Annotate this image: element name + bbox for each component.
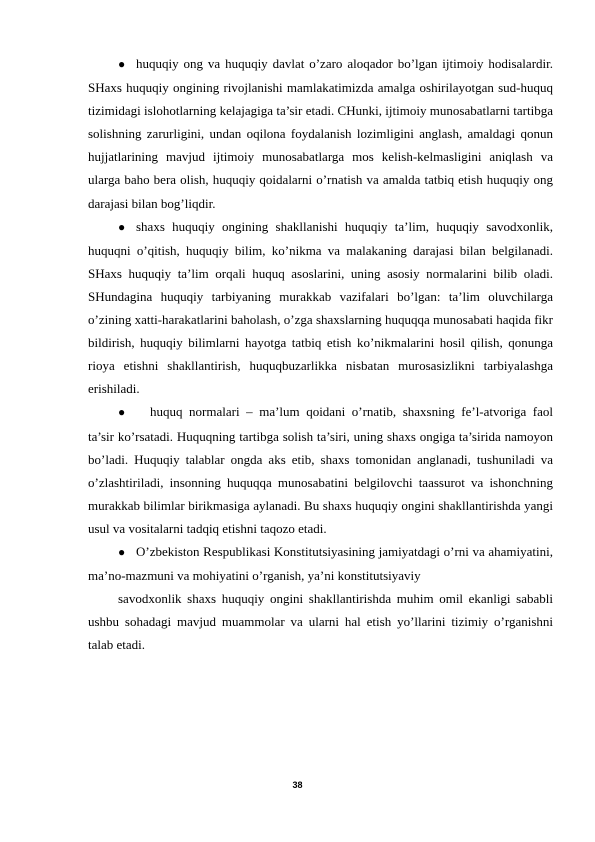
bullet-icon: ●: [118, 219, 126, 234]
bullet-paragraph-4: [88, 540, 553, 587]
paragraph-text: shaxs huquqiy ongining shakllanishi huquqiy ta’lim, huquqiy savodxonlik, huquqni o’qitish, huquqiy bilim, ko’nikma va malakaning darajasi bilan belgilanadi. SHaxs huquqiy ta’lim orqali huquq asoslarini, uning asosiy normalarini bilib oladi. SHundagina huquqiy tarbiyaning murakkab vazifalari bo’lgan: ta’lim oluvchilarga o’zining xatti-harakatlarini baholash, o’zga shaxslarning huquqqa munosabati haqida fikr bildirish, huquqiy bilimlarni hayotga tatbiq etish ko’nikmalarini hosil qilish, qonunga rioya etishni shakllantirish, huquqbuzarlikka nisbatan murosasizlikni tarbiyalashga erishiladi.: [88, 218, 553, 397]
bullet-paragraph-2: [88, 215, 553, 401]
paragraph-text: O’zbekiston Respublikasi Konstitutsiyasining jamiyatdagi o’rni va ahamiyatini, ma’no-mazmuni va mohiyatini o’rganish, ya’ni konstitutsiyaviy: [88, 543, 553, 584]
bullet-icon: ●: [118, 544, 126, 559]
paragraph-text: huquqiy ong va huquqiy davlat o’zaro aloqador bo’lgan ijtimoiy hodisalardir. SHaxs huquqiy ongining rivojlanishi mamlakatimizda amalga oshirilayotgan sud-huquq tizimidagi islohotlarning kelajagiga ta’sir etadi. CHunki, ijtimoiy munosabatlarni tartibga solishning zarurligini, undan oqilona foydalanish lozimligini anglash, amaldagi qonun hujjatlarining mavjud ijtimoiy munosabatlarga mos kelish-kelmasligini aniqlash va ularga baho bera olish, huquqiy qoidalarni o’rnatish va amalda tatbiq etish huquqiy ong darajasi bilan bog’liqdir.: [88, 56, 553, 211]
paragraph-text: huquq normalari – ma’lum qoidani o’rnatib, shaxsning fe’l-atvoriga faol ta’sir ko’rsatadi. Huquqning tartibga solish ta’siri, uning shaxs ongiga ta’sirida namoyon bo’ladi. Huquqiy talablar ongda aks etib, shaxs tomonidan anglanadi, tushuniladi va o’zlashtiriladi, insonning huquqqa munosabatini belgilovchi taassurot va ishonchning murakkab bilimlar birikmasiga aylanadi. Bu shaxs huquqiy ongini shakllantirishda yangi usul va vositalarni tadqiq etishni taqozo etadi.: [88, 404, 553, 536]
paragraph-5: [88, 587, 553, 656]
bullet-icon: ●: [118, 405, 126, 420]
paragraph-text: savodxonlik shaxs huquqiy ongini shakllantirishda muhim omil ekanligi sababli ushbu sohadagi mavjud muammolar va ularni hal etish yo’llarini tizimiy o’rganishni talab etadi.: [88, 591, 553, 653]
page-number: 38: [292, 780, 303, 790]
bullet-paragraph-3: [88, 400, 553, 540]
page-body: [88, 52, 553, 656]
bullet-paragraph-1: [88, 52, 553, 215]
bullet-icon: ●: [118, 57, 126, 71]
